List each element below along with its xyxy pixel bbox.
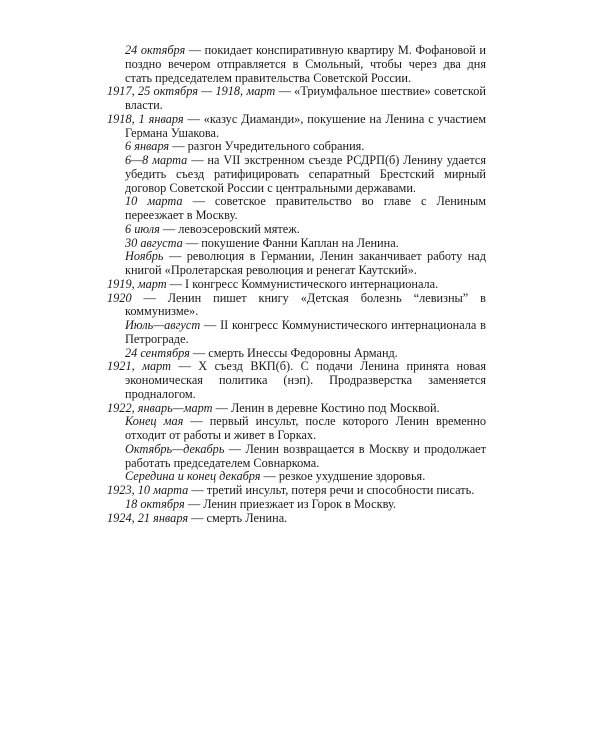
entry-date: 1923, 10 марта — [107, 483, 189, 497]
chronology-entry — [107, 113, 486, 141]
chronology-entry — [107, 402, 486, 416]
chronology-entry — [107, 85, 486, 113]
entry-text: — революция в Германии, Ленин заканчивает работу над книгой «Пролетарская революция и ренегат Каутский». — [125, 249, 486, 277]
chronology-entry — [107, 140, 486, 154]
entry-date: Середина и конец декабря — [125, 469, 261, 484]
entry-date: 1921, март — [107, 359, 171, 374]
entry-date: 1920 — [107, 290, 132, 305]
chronology-entry — [107, 319, 486, 347]
entry-text: — первый инсульт, после которого Ленин временно отходит от работы и живет в Горках. — [125, 414, 486, 442]
entry-text: — «Триумфальное шествие» советской власти. — [125, 84, 486, 112]
entry-text: — советское правительство во главе с Лениным переезжает в Москву. — [125, 194, 486, 222]
entry-text: — резкое ухудшение здоровья. — [260, 469, 426, 484]
entry-date: 1924, 21 января — [107, 510, 189, 525]
entry-text: — Ленин возвращается в Москву и продолжает работать председателем Совнаркома. — [125, 441, 486, 470]
chronology-entry — [107, 415, 486, 443]
chronology-entry — [107, 347, 486, 361]
entry-text: — разгон Учредительного собрания. — [169, 139, 365, 154]
chronology-entry — [107, 278, 486, 292]
entry-date: Октябрь—декабрь — [125, 441, 225, 456]
entry-text: — покидает конспиративную квартиру М. Фофановой и поздно вечером отправляется в Смольный, чтобы через два дня стать председателем правительства Советской России. — [125, 43, 486, 85]
chronology-entry — [107, 237, 486, 251]
chronology-entry — [107, 223, 486, 237]
chronology-entry — [107, 44, 486, 85]
entry-text: — Ленин приезжает из Горок в Москву. — [184, 496, 396, 511]
entry-text: — I конгресс Коммунистического интернационала. — [166, 276, 439, 291]
entry-date: 6—8 марта — [125, 153, 188, 167]
chronology-entry — [107, 498, 486, 512]
entry-date: Ноябрь — [125, 249, 164, 264]
entry-date: 1917, 25 октября — 1918, март — [107, 84, 276, 99]
chronology-entry — [107, 470, 486, 484]
entry-text: — Ленин в деревне Костино под Москвой. — [212, 400, 440, 415]
entry-date: 10 марта — [125, 194, 183, 209]
entry-text: — II конгресс Коммунистического интернационала в Петрограде. — [125, 318, 486, 346]
entry-date: 1922, январь—март — [107, 400, 213, 415]
entry-date: Конец мая — [125, 414, 184, 429]
chronology-text — [107, 44, 486, 525]
entry-date: 24 октября — [125, 43, 186, 57]
chronology-entry — [107, 484, 486, 498]
chronology-entry — [107, 250, 486, 278]
entry-text: — покушение Фанни Каплан на Ленина. — [182, 235, 399, 250]
entry-text: — третий инсульт, потеря речи и способности писать. — [188, 483, 475, 497]
entry-date: 1919, март — [107, 276, 167, 291]
entry-date: 6 июля — [125, 221, 160, 236]
chronology-entry — [107, 195, 486, 223]
entry-text: — смерть Ленина. — [188, 510, 288, 525]
chronology-entry — [107, 443, 486, 471]
entry-text: — на VII экстренном съезде РСДРП(б) Ленину удается убедить съезд ратифицировать сепаратный Брестский мирный договор Советской России с центральными державами. — [125, 153, 486, 195]
entry-date: 18 октября — [125, 496, 185, 511]
chronology-entry — [107, 512, 486, 526]
entry-text: — «казус Диаманди», покушение на Ленина с участием Германа Ушакова. — [125, 111, 487, 140]
entry-text: — Ленин пишет книгу «Детская болезнь “левизны” в коммунизме». — [125, 290, 486, 319]
entry-date: 6 января — [125, 139, 170, 154]
chronology-entry — [107, 360, 486, 401]
entry-date: 30 августа — [125, 235, 183, 250]
chronology-entry — [107, 154, 486, 195]
entry-date: 24 сентября — [125, 345, 190, 360]
entry-text: — левоэсеровский мятеж. — [159, 221, 300, 236]
entry-text: — X съезд ВКП(б). С подачи Ленина принята новая экономическая политика (нэп). Продразверстка заменяется продналогом. — [125, 359, 486, 401]
entry-date: 1918, 1 января — [107, 111, 184, 126]
entry-date: Июль—август — [125, 318, 201, 332]
chronology-entry — [107, 292, 486, 320]
entry-text: — смерть Инессы Федоровны Арманд. — [189, 345, 398, 360]
